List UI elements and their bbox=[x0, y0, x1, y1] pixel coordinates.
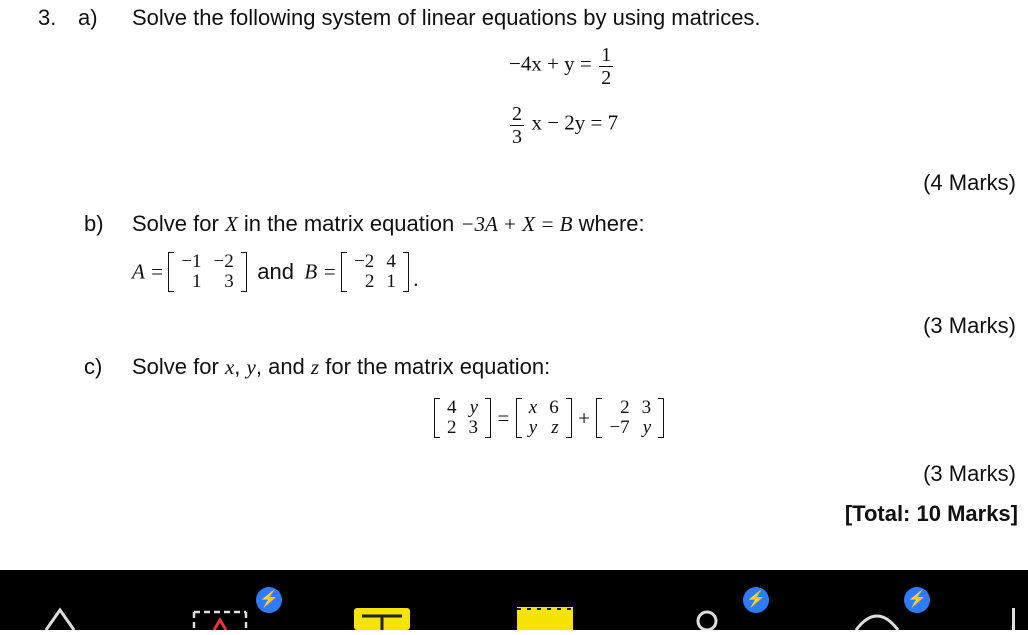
highlighter-icon[interactable] bbox=[354, 608, 410, 630]
bolt-icon[interactable]: ⚡ bbox=[743, 587, 769, 613]
equation-2-rhs: x − 2y = 7 bbox=[531, 110, 619, 135]
fraction-numerator: 2 bbox=[512, 103, 522, 125]
matrix-equation: −3A + X = B bbox=[460, 212, 573, 236]
matrix-left: 4 y 2 3 bbox=[434, 398, 491, 438]
part-a-prompt: Solve the following system of linear equations by using matrices. bbox=[132, 5, 761, 30]
and-text: and bbox=[257, 259, 294, 284]
part-b-label: b) bbox=[84, 211, 104, 236]
equation-2-fraction bbox=[510, 103, 524, 148]
part-b-matrices: A = −1 −2 1 3 and B = −2 4 2 1 . bbox=[132, 251, 419, 292]
matrix-right-2: 2 3 −7 y bbox=[596, 398, 664, 438]
equation-1 bbox=[509, 44, 616, 89]
equation-1-fraction bbox=[599, 44, 613, 89]
matrix-a: −1 −2 1 3 bbox=[168, 252, 246, 292]
part-a-marks: (4 Marks) bbox=[923, 170, 1016, 195]
tape-icon[interactable] bbox=[517, 607, 573, 630]
lasso-icon[interactable] bbox=[694, 608, 720, 630]
fraction-denominator: 2 bbox=[601, 67, 612, 89]
equation-1-lhs: −4x + y = bbox=[509, 51, 592, 76]
equation-2 bbox=[507, 103, 618, 148]
shape-icon[interactable] bbox=[852, 606, 902, 630]
part-c-prompt: Solve for x, y, and z for the matrix equation: bbox=[132, 354, 551, 379]
bolt-icon[interactable]: ⚡ bbox=[904, 587, 930, 613]
question-number: 3. bbox=[38, 5, 57, 30]
part-c-equation: 4 y 2 3 = x 6 y z + 2 3 −7 y bbox=[434, 398, 664, 438]
matrix-b-label: B = bbox=[304, 259, 337, 284]
bolt-icon[interactable]: ⚡ bbox=[256, 587, 282, 613]
total-marks: [Total: 10 Marks] bbox=[844, 501, 1018, 526]
scroll-indicator bbox=[1012, 608, 1015, 630]
pen-icon[interactable] bbox=[40, 606, 80, 630]
fraction-denominator: 3 bbox=[512, 126, 522, 148]
matrix-right-1: x 6 y z bbox=[516, 398, 572, 438]
part-b-prompt: Solve for X in the matrix equation −3A + X = B where: bbox=[132, 211, 645, 236]
part-a-label: a) bbox=[78, 5, 98, 30]
text-select-icon[interactable] bbox=[192, 610, 248, 630]
annotation-toolbar bbox=[0, 570, 1028, 630]
matrix-b: −2 4 2 1 bbox=[341, 252, 409, 292]
part-c-marks: (3 Marks) bbox=[923, 461, 1016, 486]
part-b-marks: (3 Marks) bbox=[923, 313, 1016, 338]
matrix-a-label: A = bbox=[132, 259, 164, 284]
part-c-label: c) bbox=[84, 354, 103, 379]
fraction-numerator: 1 bbox=[601, 44, 612, 66]
